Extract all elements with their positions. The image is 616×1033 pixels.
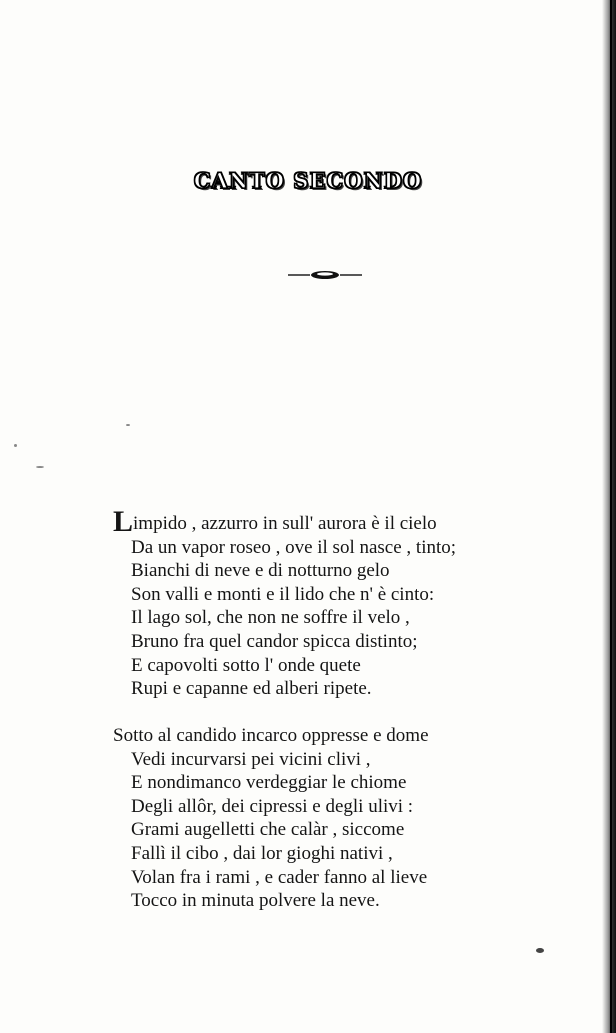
drop-cap: L [113,505,134,538]
scan-edge-shadow [602,0,616,1033]
stanza-2 [113,724,429,913]
scan-speck [36,466,44,468]
verse-line: Volan fra i rami , e cader fanno al lieve [131,866,428,888]
scan-edge-line [610,0,612,1033]
scan-speck [536,948,544,953]
verse-line: Bruno fra quel candor spicca distinto; [131,630,418,652]
verse-line [113,505,456,538]
verse-line: E nondimanco verdeggiar le chiome [131,772,407,794]
verse-line: Rupi e capanne ed alberi ripete. [131,678,372,700]
verse-line: Fallì il cibo , dai lor gioghi nativi , [131,842,393,864]
verse-line: Bianchi di neve e di notturno gelo [131,560,390,582]
verse-line: Vedi incurvarsi pei vicini clivi , [131,748,371,770]
verse-line: Son valli e monti e il lido che n' è cinto: [131,583,435,605]
verse-line: Da un vapor roseo , ove il sol nasce , tinto; [131,536,457,558]
ornament-divider [288,268,362,282]
stanza-1 [113,505,457,701]
verse-line-text: impido , azzurro in sull' aurora è il cielo [133,513,437,534]
verse-line: Tocco in minuta polvere la neve. [131,890,380,912]
scan-speck [14,444,17,447]
scan-speck [126,424,130,426]
verse-line: Sotto al candido incarco oppresse e dome [113,725,429,746]
verse-line: Degli allôr, dei cipressi e degli ulivi : [131,795,414,817]
verse-line: Il lago sol, che non ne soffre il velo , [131,607,410,629]
canto-heading: CANTO SECONDO [193,168,423,193]
verse-line: E capovolti sotto l' onde quete [131,654,361,676]
verse-line: Grami augelletti che calàr , siccome [131,819,405,841]
